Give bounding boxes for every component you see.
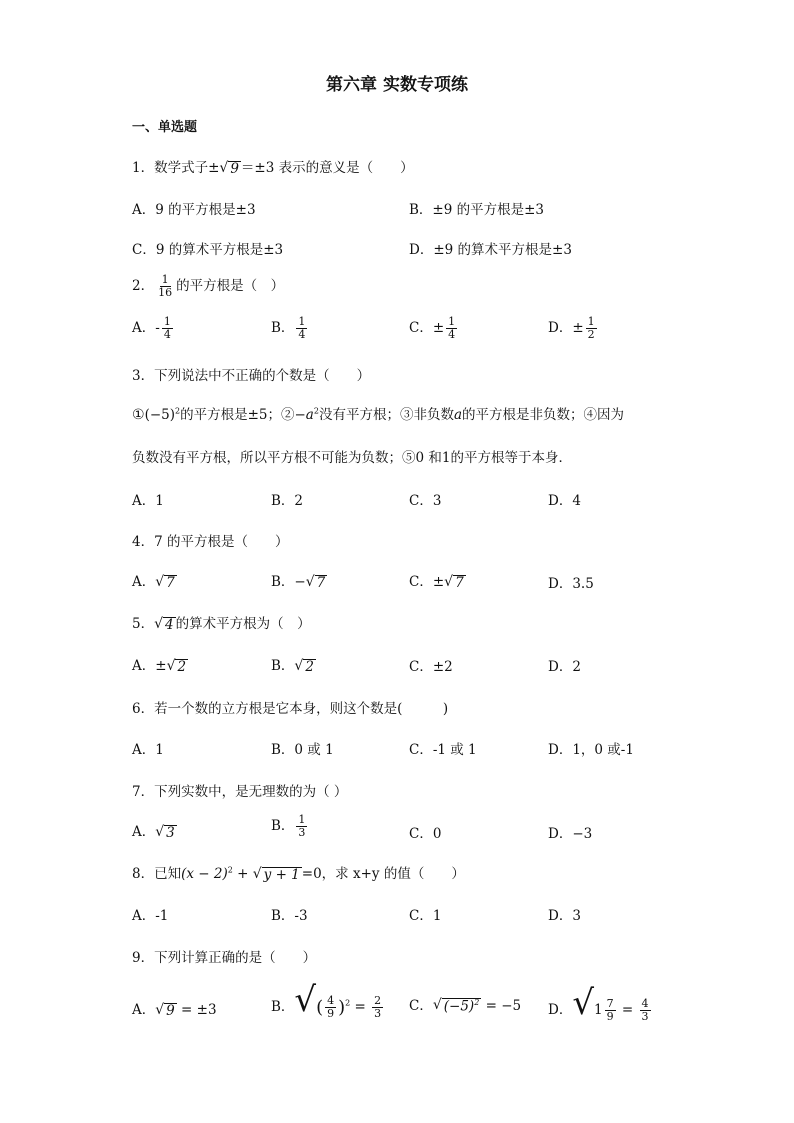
q4-option-b[interactable]: B．− √ 7	[271, 573, 326, 591]
section-heading: 一、单选题	[132, 120, 198, 135]
sqrt-symbol: √ $(-5)^2$	[432, 997, 480, 1015]
q2-option-a[interactable]: A．- $\frac{1}{4}$	[132, 315, 171, 341]
q1-radicand: 9	[230, 160, 239, 177]
q1-option-a[interactable]: A．9 的平方根是±3	[132, 202, 256, 218]
question-3-statements-line-1: $①(-5)^2$的平方根是±5；$②-a^2$没有平方根；③非负数a的平方根是非负数；④因为	[132, 406, 625, 423]
q5-option-d[interactable]: D．2	[548, 659, 581, 675]
q2-option-c[interactable]: C．± $\frac{1}{4}$	[409, 315, 456, 341]
question-6-stem: 6．若一个数的立方根是它本身，则这个数是( )	[132, 701, 449, 717]
q6-option-a[interactable]: A．1	[132, 742, 164, 758]
fraction: $\frac{1}{3}$	[298, 813, 306, 839]
fraction: $\frac{1}{16}$	[158, 273, 173, 299]
q1-suffix: ＝±3 表示的意义是（ ）	[240, 160, 414, 176]
q7-option-b[interactable]: B． $\frac{1}{3}$	[271, 813, 306, 839]
q9-option-b[interactable]: B．√( $\frac{4}{9}$ )$^2$ = $\frac{2}{3}$	[271, 980, 382, 1020]
q1-option-c[interactable]: C．9 的算术平方根是±3	[132, 242, 284, 258]
sqrt-symbol: √ 3	[155, 823, 175, 841]
q7-option-d[interactable]: D．−3	[548, 826, 593, 842]
q1-prefix: 1．数学式子±	[132, 160, 220, 176]
fraction: $\frac{1}{4}$	[163, 315, 171, 341]
question-4-stem: 4．7 的平方根是（ ）	[132, 534, 289, 550]
sqrt-symbol: √ 7	[155, 573, 175, 591]
q8-option-a[interactable]: A．-1	[132, 908, 169, 924]
q2-suffix: 的平方根是（ ）	[176, 278, 285, 294]
question-5-stem: 5． √ 4 的算术平方根为（ ）	[132, 615, 311, 633]
q6-option-b[interactable]: B．0 或 1	[271, 742, 334, 758]
q1-option-d[interactable]: D．±9 的算术平方根是±3	[409, 242, 572, 258]
q1-option-b[interactable]: B．±9 的平方根是±3	[409, 202, 545, 218]
fraction: $\frac{2}{3}$	[374, 994, 382, 1020]
q4-option-d[interactable]: D．3.5	[548, 576, 594, 592]
question-8-stem: 8．已知$(x - 2)^2$ + √ y + 1 =0，求 x+y 的值（ ）	[132, 865, 465, 883]
sqrt-symbol: √	[294, 980, 317, 1020]
question-2-stem	[132, 274, 284, 299]
q3-option-d[interactable]: D．4	[548, 493, 581, 509]
question-1-stem	[132, 156, 414, 176]
q5-option-b[interactable]: B． √ 2	[271, 657, 314, 675]
q3-option-c[interactable]: C．3	[409, 493, 442, 509]
q8-option-d[interactable]: D．3	[548, 908, 581, 924]
question-3-statements-line-2: 负数没有平方根，所以平方根不可能为负数；⑤0 和1的平方根等于本身．	[132, 450, 572, 466]
fraction: $\frac{7}{9}$	[606, 997, 614, 1023]
fraction: $\frac{1}{2}$	[587, 315, 595, 341]
sqrt-symbol: √ 2	[166, 657, 187, 675]
sqrt-symbol: √	[572, 983, 594, 1023]
fraction: $\frac{1}{4}$	[448, 315, 456, 341]
q3-option-b[interactable]: B．2	[271, 493, 304, 509]
q2-option-d[interactable]: D．± $\frac{1}{2}$	[548, 315, 595, 341]
question-9-stem: 9．下列计算正确的是（ ）	[132, 950, 317, 966]
sqrt-symbol: √ 2	[294, 657, 314, 675]
q5-option-c[interactable]: C．±2	[409, 659, 453, 675]
fraction: $\frac{4}{3}$	[641, 997, 649, 1023]
q7-option-a[interactable]: A． √ 3	[132, 823, 175, 841]
sqrt-symbol: √ 9	[155, 1001, 175, 1019]
page-title: 第六章 实数专项练	[326, 75, 468, 95]
fraction: $\frac{4}{9}$	[327, 994, 335, 1020]
fraction: $\frac{1}{4}$	[298, 315, 306, 341]
q4-option-a[interactable]: A． √ 7	[132, 573, 175, 591]
sqrt-symbol: √ 4	[154, 615, 174, 633]
sqrt-symbol: √ 9	[219, 159, 239, 177]
q9-option-d[interactable]: D．√1 $\frac{7}{9}$ = $\frac{4}{3}$	[548, 983, 649, 1023]
sqrt-symbol: √ y + 1	[252, 865, 300, 883]
sqrt-symbol: √ 7	[305, 573, 326, 591]
sqrt-symbol: √ 7	[444, 573, 464, 591]
q8-option-c[interactable]: C．1	[409, 908, 442, 924]
q3-option-a[interactable]: A．1	[132, 493, 164, 509]
q5-option-a[interactable]: A．± √ 2	[132, 657, 187, 675]
q6-option-d[interactable]: D．1，0 或-1	[548, 742, 634, 758]
q6-option-c[interactable]: C．-1 或 1	[409, 742, 477, 758]
q2-option-b[interactable]: B． $\frac{1}{4}$	[271, 315, 306, 341]
q9-option-a[interactable]: A． √ 9 = ±3	[132, 1001, 217, 1019]
q2-prefix: 2．	[132, 278, 155, 294]
question-3-stem: 3．下列说法中不正确的个数是（ ）	[132, 368, 371, 384]
q7-option-c[interactable]: C．0	[409, 826, 442, 842]
q8-squared-term: (x − 2)	[181, 866, 228, 882]
q4-option-c[interactable]: C．± √ 7	[409, 573, 464, 591]
q9-option-c[interactable]: C． √ $(-5)^2$ = −5	[409, 997, 522, 1015]
question-7-stem: 7．下列实数中，是无理数的为（ ）	[132, 784, 348, 800]
q8-option-b[interactable]: B．-3	[271, 908, 308, 924]
